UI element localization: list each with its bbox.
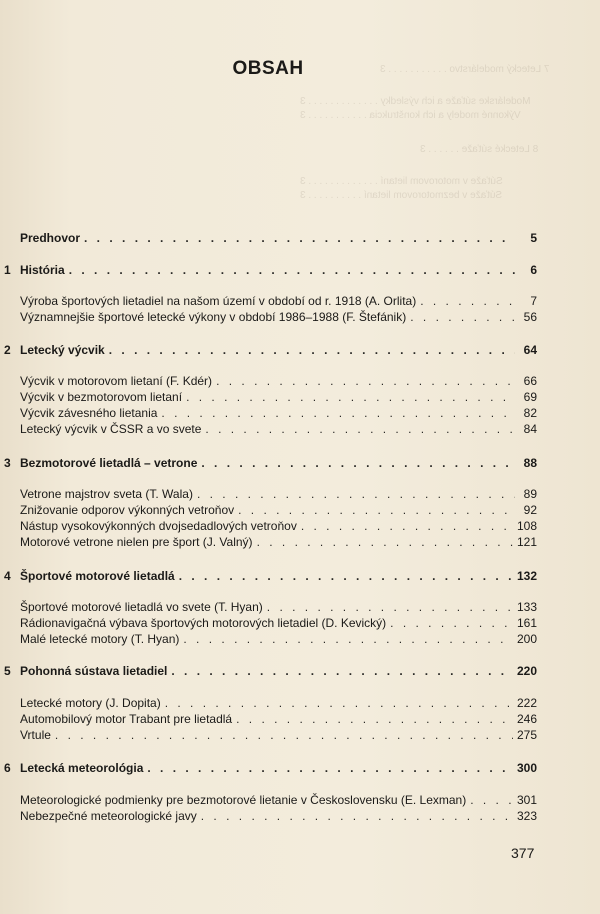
toc-section	[0, 421, 537, 437]
toc-preface-label: Predhovor	[20, 231, 81, 245]
section-title: Malé letecké motory (T. Hyan)	[20, 632, 180, 646]
section-page: 92	[523, 503, 537, 517]
toc-section	[0, 405, 537, 421]
dot-leader	[179, 568, 513, 584]
section-title: Rádionavigačná výbava športových motorových lietadiel (D. Kevický)	[20, 616, 387, 630]
section-title: Významnejšie športové letecké výkony v období 1986–1988 (F. Štefánik)	[20, 310, 407, 324]
section-title: Automobilový motor Trabant pre lietadlá	[20, 712, 233, 726]
toc-chapter	[0, 455, 537, 471]
dot-leader	[301, 518, 513, 534]
toc-chapter	[0, 342, 537, 358]
section-page: 108	[516, 519, 537, 533]
toc-chapter	[0, 262, 537, 278]
toc-section	[0, 293, 537, 309]
dot-leader	[390, 615, 513, 631]
chapter-number: 1	[4, 263, 11, 277]
show-through-text: Výkonné modely a ich konštrukcia . . . . . . . . . . . 3	[300, 110, 521, 121]
section-title: Letecké motory (J. Dopita)	[20, 696, 161, 710]
section-title: Výcvik v motorovom lietaní (F. Kdér)	[20, 374, 213, 388]
dot-leader	[186, 389, 515, 405]
toc-section	[0, 808, 537, 824]
section-page: 323	[516, 809, 537, 823]
show-through-text: Súťaže v motorovom lietaní . . . . . . . . . . . . . 3	[300, 176, 503, 187]
toc-section	[0, 502, 537, 518]
section-title: Športové motorové lietadlá vo svete (T. Hyan)	[20, 600, 263, 614]
section-title: Vetrone majstrov sveta (T. Wala)	[20, 487, 193, 501]
toc-preface	[0, 230, 537, 246]
toc-section	[0, 389, 537, 405]
toc-section	[0, 711, 537, 727]
dot-leader	[197, 486, 515, 502]
section-title: Výcvik závesného lietania	[20, 406, 158, 420]
dot-leader	[109, 342, 515, 358]
chapter-page: 6	[530, 263, 537, 277]
section-title: Nebezpečné meteorologické javy	[20, 809, 197, 823]
toc-section	[0, 534, 537, 550]
dot-leader	[84, 230, 515, 246]
section-page: 66	[523, 374, 537, 388]
chapter-page: 300	[516, 761, 537, 775]
chapter-page: 64	[523, 343, 537, 357]
dot-leader	[205, 421, 515, 437]
dot-leader	[470, 792, 513, 808]
section-page: 246	[516, 712, 537, 726]
toc-section	[0, 792, 537, 808]
toc-section	[0, 486, 537, 502]
toc-section	[0, 631, 537, 647]
chapter-title: Pohonná sústava lietadiel	[20, 664, 168, 678]
toc-section	[0, 599, 537, 615]
section-title: Nástup vysokovýkonných dvojsedadlových vetroňov	[20, 519, 297, 533]
show-through-text: Súťaže v bezmotorovom lietaní . . . . . . . . . . 3	[300, 190, 503, 201]
dot-leader	[236, 711, 513, 727]
chapter-title: Letecký výcvik	[20, 343, 105, 357]
dot-leader	[165, 695, 513, 711]
section-page: 200	[516, 632, 537, 646]
dot-leader	[161, 405, 515, 421]
chapter-number: 5	[4, 664, 11, 678]
page-title: OBSAH	[232, 58, 304, 79]
section-page: 69	[523, 390, 537, 404]
dot-leader	[410, 309, 515, 325]
section-title: Motorové vetrone nielen pre šport (J. Valný)	[20, 535, 253, 549]
section-page: 82	[523, 406, 537, 420]
chapter-title: História	[20, 263, 65, 277]
page-folio-number: 377	[511, 845, 535, 861]
chapter-number: 3	[4, 456, 11, 470]
dot-leader	[147, 760, 513, 776]
toc-chapter	[0, 760, 537, 776]
section-page: 89	[523, 487, 537, 501]
section-title: Výcvik v bezmotorovom lietaní	[20, 390, 183, 404]
section-page: 161	[516, 616, 537, 630]
section-page: 56	[523, 310, 537, 324]
section-title: Výroba športových lietadiel na našom území v období od r. 1918 (A. Orlita)	[20, 294, 417, 308]
section-page: 121	[516, 535, 537, 549]
dot-leader	[201, 808, 513, 824]
dot-leader	[420, 293, 515, 309]
chapter-number: 2	[4, 343, 11, 357]
chapter-number: 6	[4, 761, 11, 775]
section-title: Znižovanie odporov výkonných vetroňov	[20, 503, 235, 517]
dot-leader	[238, 502, 515, 518]
chapter-title: Letecká meteorológia	[20, 761, 144, 775]
toc-section	[0, 309, 537, 325]
dot-leader	[69, 262, 515, 278]
toc-section	[0, 518, 537, 534]
show-through-text: 8 Letecké súťaže . . . . . . 3	[420, 144, 539, 155]
dot-leader	[201, 455, 515, 471]
dot-leader	[171, 663, 513, 679]
toc-section	[0, 727, 537, 743]
chapter-title: Bezmotorové lietadlá – vetrone	[20, 456, 198, 470]
section-page: 84	[523, 422, 537, 436]
section-page: 133	[516, 600, 537, 614]
dot-leader	[183, 631, 513, 647]
chapter-title: Športové motorové lietadlá	[20, 569, 175, 583]
section-page: 7	[530, 294, 537, 308]
toc-section	[0, 615, 537, 631]
toc-preface-page: 5	[530, 231, 537, 245]
chapter-page: 88	[523, 456, 537, 470]
chapter-page: 132	[516, 569, 537, 583]
toc-section	[0, 695, 537, 711]
section-page: 301	[516, 793, 537, 807]
toc-section	[0, 373, 537, 389]
dot-leader	[267, 599, 513, 615]
dot-leader	[55, 727, 513, 743]
dot-leader	[257, 534, 513, 550]
section-page: 275	[516, 728, 537, 742]
section-title: Letecký výcvik v ČSSR a vo svete	[20, 422, 202, 436]
dot-leader	[216, 373, 515, 389]
toc-chapter	[0, 568, 537, 584]
section-title: Vrtule	[20, 728, 51, 742]
section-page: 222	[516, 696, 537, 710]
chapter-page: 220	[516, 664, 537, 678]
chapter-number: 4	[4, 569, 11, 583]
show-through-text: Modelárske súťaže a ich výsledky . . . . . . . . . . . . . 3	[300, 96, 531, 107]
section-title: Meteorologické podmienky pre bezmotorové lietanie v Československu (E. Lexman)	[20, 793, 467, 807]
show-through-text: 7 Letecký modelárstvo . . . . . . . . . . . 3	[380, 64, 550, 75]
toc-chapter	[0, 663, 537, 679]
